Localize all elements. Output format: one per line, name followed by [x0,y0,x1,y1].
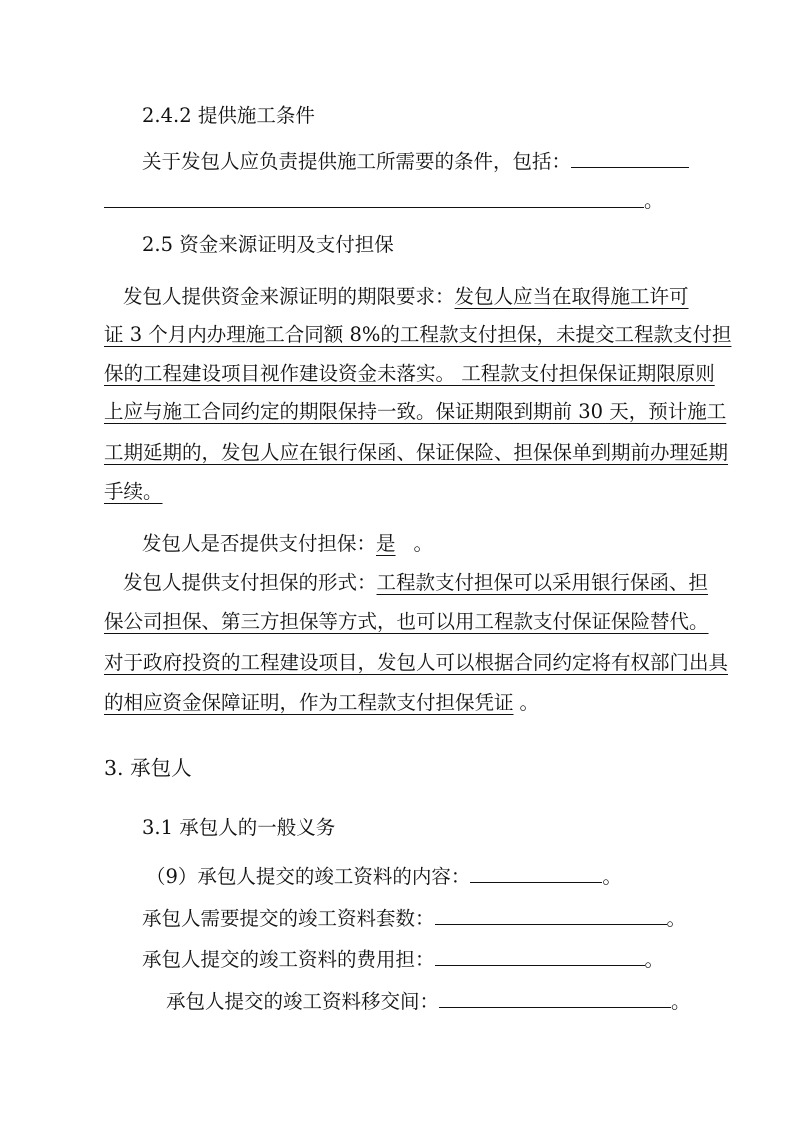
conditions-input-continuation[interactable] [104,207,644,208]
provides-guarantee-end: 。 [413,532,434,555]
section-heading-3: 3. 承包人 [104,756,192,780]
field-input-blank[interactable] [470,862,602,883]
field-label: 承包人需要提交的竣工资料套数： [142,907,435,930]
guarantee-form-line-4 [104,690,539,716]
deadline-line-3: 保的工程建设项目视作建设资金未落实。 工程款支付担保保证期限原则 [104,362,715,385]
field-label: 承包人提交的竣工资料的费用担： [142,948,435,971]
guarantee-form-text-end: 的相应资金保障证明，作为工程款支付担保凭证 [104,691,514,714]
section-heading-3-1: 3.1 承包人的一般义务 [142,816,336,839]
guarantee-form-line-3: 对于政府投资的工程建设项目，发包人可以根据合同约定将有权部门出具 [104,651,729,674]
field-end: 。 [602,865,622,888]
field-end: 。 [644,948,665,971]
deadline-line-6: 手续。 [104,480,163,503]
field-row [146,862,622,890]
guarantee-form-text: 工程款支付担保可以采用银行保函、担 [376,571,709,594]
provides-guarantee-label: 发包人是否提供支付担保： [142,532,377,555]
provides-guarantee-value[interactable]: 是 [376,532,396,555]
guarantee-form-line-2: 保公司担保、第三方担保等方式，也可以用工程款支付保证保险替代。 [104,610,709,633]
field-label: 承包人提交的竣工资料移交间： [166,990,440,1013]
guarantee-form-line-1 [123,570,708,596]
section-heading-2-5: 2.5 资金来源证明及支付担保 [142,233,394,256]
field-label: （9）承包人提交的竣工资料的内容： [146,865,471,888]
conditions-input-blank[interactable] [571,147,689,168]
field-input-blank[interactable] [435,904,667,925]
conditions-label: 关于发包人应负责提供施工所需要的条件，包括： [142,150,572,173]
field-end: 。 [666,907,687,930]
field-input-blank[interactable] [439,987,671,1008]
deadline-line-2: 证 3 个月内办理施工合同额 8%的工程款支付担保，未提交工程款支付担 [104,323,732,346]
field-row [142,945,664,973]
deadline-line-5: 工期延期的，发包人应在银行保函、保证保险、担保保单到期前办理延期 [104,441,729,464]
deadline-label: 发包人提供资金来源证明的期限要求： [123,285,455,308]
conditions-end-mark: 。 [644,189,664,212]
deadline-text: 发包人应当在取得施工许可 [454,285,689,308]
field-input-blank[interactable] [435,945,645,966]
guarantee-form-end: 。 [519,691,540,714]
provides-guarantee-line [142,531,433,557]
guarantee-form-label: 发包人提供支付担保的形式： [123,571,377,594]
deadline-line-4: 上应与施工合同约定的期限保持一致。保证期限到期前 30 天，预计施工 [104,400,727,423]
conditions-line [142,147,689,175]
section-heading-2-4-2: 2.4.2 提供施工条件 [142,104,315,127]
field-row [142,904,686,932]
deadline-line-1 [123,284,689,310]
field-row [166,987,691,1015]
field-end: 。 [671,990,691,1013]
